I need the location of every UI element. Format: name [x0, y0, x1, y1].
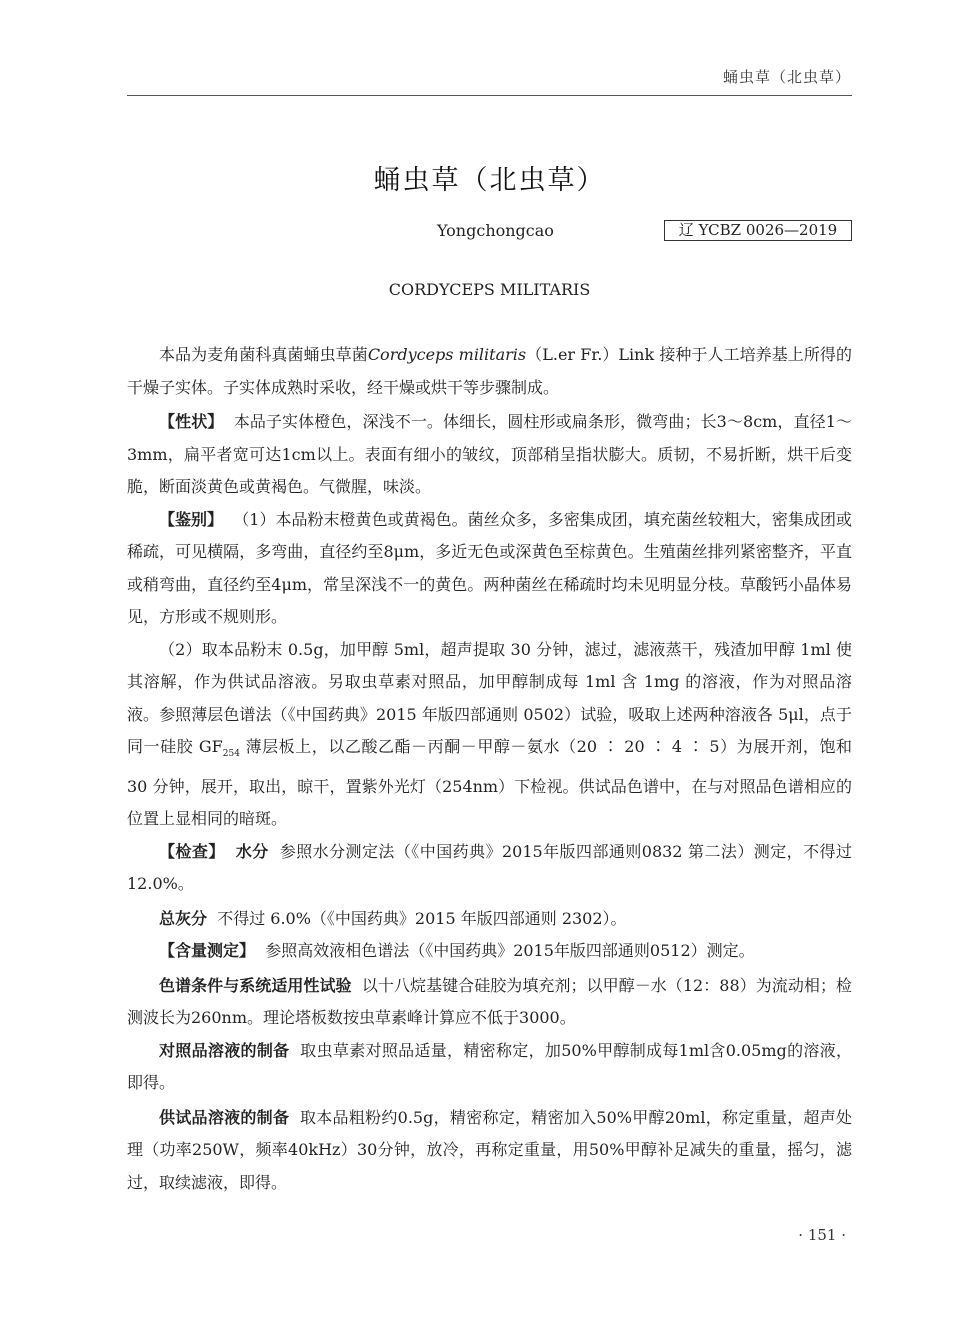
running-head: 蛹虫草（北虫草）: [722, 68, 851, 86]
identification-label: 【鉴别】: [159, 509, 224, 529]
assay-label: 【含量测定】: [159, 941, 256, 961]
pinyin-name: Yongchongcao: [437, 221, 554, 240]
test-solution-paragraph: [127, 1102, 852, 1200]
inspection-moisture-paragraph: [127, 836, 852, 901]
intro-text-before: 本品为麦角菌科真菌蛹虫草菌: [159, 345, 368, 364]
gf-subscript: 254: [222, 749, 240, 760]
header-rule: [127, 95, 852, 96]
identification-paragraph-1: [127, 504, 852, 634]
test-solution-text: 取本品粗粉约0.5g，精密称定，精密加入50%甲醇20ml，称定重量，超声处理（功率250W，频率40kHz）30分钟，放冷，再称定重量，用50%甲醇补足减失的重量，摇匀，滤过，取续滤液，即得。: [127, 1107, 852, 1192]
latin-name: CORDYCEPS MILITARIS: [388, 280, 591, 299]
page-title: 蛹虫草（北虫草）: [373, 165, 606, 196]
reference-solution-paragraph: [127, 1035, 852, 1100]
moisture-text: 参照水分测定法（《中国药典》2015年版四部通则0832 第二法）测定，不得过12.0%。: [127, 841, 852, 894]
chromatography-paragraph: [127, 970, 852, 1035]
reference-solution-label: 对照品溶液的制备: [159, 1040, 290, 1060]
identification-text-1: （1）本品粉末橙黄色或黄褐色。菌丝众多，多密集成团，填充菌丝较粗大，密集成团或稀疏，可见横隔，多弯曲，直径约至8μm，多近无色或深黄色至棕黄色。生殖菌丝排列紧密整齐，平直或稍弯曲，直径约至4μm，常呈深浅不一的黄色。两种菌丝在稀疏时均未见明显分枝。草酸钙小晶体易见，方形或不规则形。: [127, 509, 852, 626]
page-number: · 151 ·: [798, 1226, 846, 1244]
species-name: Cordyceps militaris: [367, 345, 527, 364]
ash-label: 总灰分: [159, 908, 208, 928]
identification-text-2b: 薄层板上，以乙酸乙酯－丙酮－甲醇－氨水（20 ∶ 20 ∶ 4 ∶ 5）为展开剂，饱和 30 分钟，展开，取出，晾干，置紫外光灯（254nm）下检视。供试品色谱中，在与对照品色谱相应的位置上显相同的暗斑。: [127, 737, 852, 829]
moisture-label: 水分: [235, 841, 269, 861]
test-solution-label: 供试品溶液的制备: [159, 1107, 290, 1127]
assay-text: 参照高效液相色谱法（《中国药典》2015年版四部通则0512）测定。: [265, 941, 755, 961]
identification-paragraph-2: [127, 634, 852, 836]
chromatography-label: 色谱条件与系统适用性试验: [159, 975, 352, 995]
ash-text: 不得过 6.0%（《中国药典》2015 年版四部通则 2302）。: [217, 908, 627, 928]
intro-text-after: （L.er Fr.）Link 接种于人工培养基上所得的干燥子实体。子实体成熟时采收，经干燥或烘干等步骤制成。: [127, 345, 852, 397]
inspection-ash-paragraph: [127, 903, 852, 936]
characters-text: 本品子实体橙色，深浅不一。体细长，圆柱形或扁条形，微弯曲；长3～8cm，直径1～3mm，扁平者宽可达1cm以上。表面有细小的皱纹，顶部稍呈指状膨大。质韧，不易折断，烘干后变脆，断面淡黄色或黄褐色。气微腥，味淡。: [127, 412, 852, 496]
standard-code-box: 辽 YCBZ 0026—2019: [664, 220, 852, 241]
reference-solution-text: 取虫草素对照品适量，精密称定，加50%甲醇制成每1ml含0.05mg的溶液，即得。: [127, 1040, 852, 1093]
identification-text-2a: （2）取本品粉末 0.5g，加甲醇 5ml，超声提取 30 分钟，滤过，滤液蒸干，残渣加甲醇 1ml 使其溶解，作为供试品溶液。另取虫草素对照品，加甲醇制成每 1ml 含 1mg 的溶液，作为对照品溶液。参照薄层色谱法（《中国药典》2015 年版四部通则 0502）试验，吸取上述两种溶液各 5μl，点于同一硅胶 GF: [127, 639, 852, 756]
characters-label: 【性状】: [159, 412, 224, 431]
intro-paragraph: [127, 339, 852, 404]
characters-paragraph: [127, 406, 852, 504]
inspection-label: 【检查】: [159, 841, 225, 861]
chromatography-text: 以十八烷基键合硅胶为填充剂；以甲醇－水（12：88）为流动相；检测波长为260nm。理论塔板数按虫草素峰计算应不低于3000。: [127, 975, 852, 1028]
assay-paragraph: [127, 935, 852, 968]
monograph-body: [127, 339, 852, 1199]
